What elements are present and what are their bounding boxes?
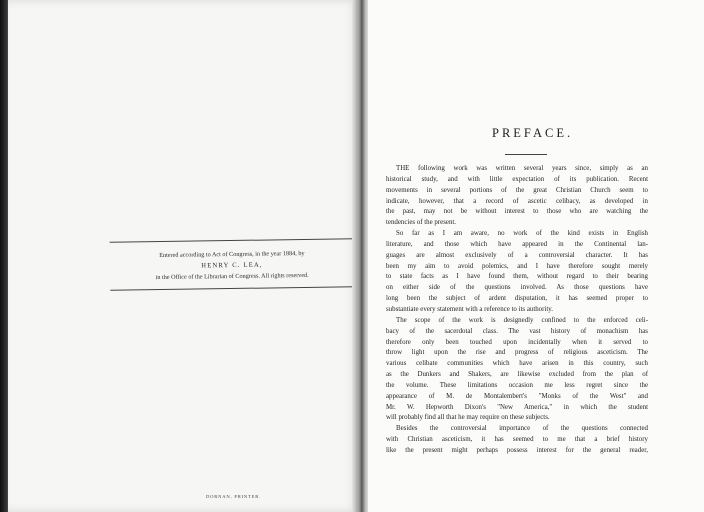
imprint-line-3: in the Office of the Librarian of Congress. All rights reserved. bbox=[155, 271, 309, 282]
text-line: So far as I am aware, no work of the kind exists in English bbox=[396, 230, 648, 238]
text-line: Mr. W. Hepworth Dixon's "New America," in which the student bbox=[386, 403, 648, 411]
text-line: Besides the controversial importance of the questions connected bbox=[396, 425, 648, 433]
text-line: to state facts as I have found them, without regard to their bearing bbox=[386, 273, 648, 281]
page-title: PREFACE. bbox=[492, 126, 574, 140]
text-line: bacy of the sacerdotal class. The vast history of monachism has bbox=[386, 327, 648, 335]
preface-paragraph bbox=[386, 164, 648, 229]
bleed-through-text bbox=[150, 152, 156, 168]
text-line: movements in several portions of the great Christian Church seem to bbox=[386, 186, 648, 194]
title-rule bbox=[505, 154, 547, 155]
text-line: various celibate communities which have arisen in this country, such bbox=[386, 360, 648, 368]
text-line: the past, may not be without interest to those who are watching the bbox=[386, 208, 648, 216]
preface-paragraph bbox=[386, 229, 648, 316]
left-page bbox=[8, 0, 360, 512]
text-line: substantiate every statement with a reference to its authority. bbox=[386, 305, 553, 313]
text-line: like the present might perhaps possess interest for the general reader, bbox=[386, 446, 648, 454]
copyright-imprint bbox=[110, 238, 355, 290]
text-line: tendencies of the present. bbox=[386, 219, 457, 227]
text-line: with Christian asceticism, it has seemed to me that a brief history bbox=[386, 436, 648, 444]
preface-paragraph bbox=[386, 316, 648, 424]
text-line: throw light upon the rise and progress of religious asceticism. The bbox=[386, 349, 648, 357]
text-line: been my aim to avoid polemics, and I have therefore sought merely bbox=[386, 262, 648, 270]
text-line: long been the subject of ardent disputation, it has seemed proper to bbox=[386, 295, 648, 303]
text-line: guages are almost exclusively of a controversial character. It has bbox=[386, 251, 648, 259]
preface-body bbox=[386, 164, 648, 457]
text-line: on either side of the questions involved. As those questions have bbox=[386, 284, 648, 292]
text-line: therefore only been touched upon incidentally when it served to bbox=[386, 338, 648, 346]
text-line: will probably find all that he may require on these subjects. bbox=[386, 414, 550, 422]
text-line: THE following work was written several years since, simply as an bbox=[396, 165, 648, 172]
text-line: as the Dunkers and Shakers, are likewise excluded from the plan of bbox=[386, 371, 648, 379]
text-line: appearance of M. de Montalembert's "Monks of the West" and bbox=[386, 392, 648, 400]
imprint-author-name: HENRY C. LEA, bbox=[201, 261, 263, 270]
text-line: literature, and those which have appeared in the Continental lan- bbox=[386, 240, 648, 248]
text-line: the volume. These limitations occasion me less regret since the bbox=[386, 381, 648, 389]
text-line: The scope of the work is designedly confined to the enforced celi- bbox=[396, 316, 648, 324]
text-line: historical study, and with little expectation of its publication. Recent bbox=[386, 175, 648, 183]
preface-paragraph bbox=[386, 424, 648, 457]
text-line: indicate, however, that a record of ascetic celibacy, as developed in bbox=[386, 197, 648, 205]
printer-mark: DORNAN, PRINTER. bbox=[206, 494, 262, 499]
imprint-line-1: Entered according to Act of Congress, in the year 1884, by bbox=[159, 249, 305, 260]
